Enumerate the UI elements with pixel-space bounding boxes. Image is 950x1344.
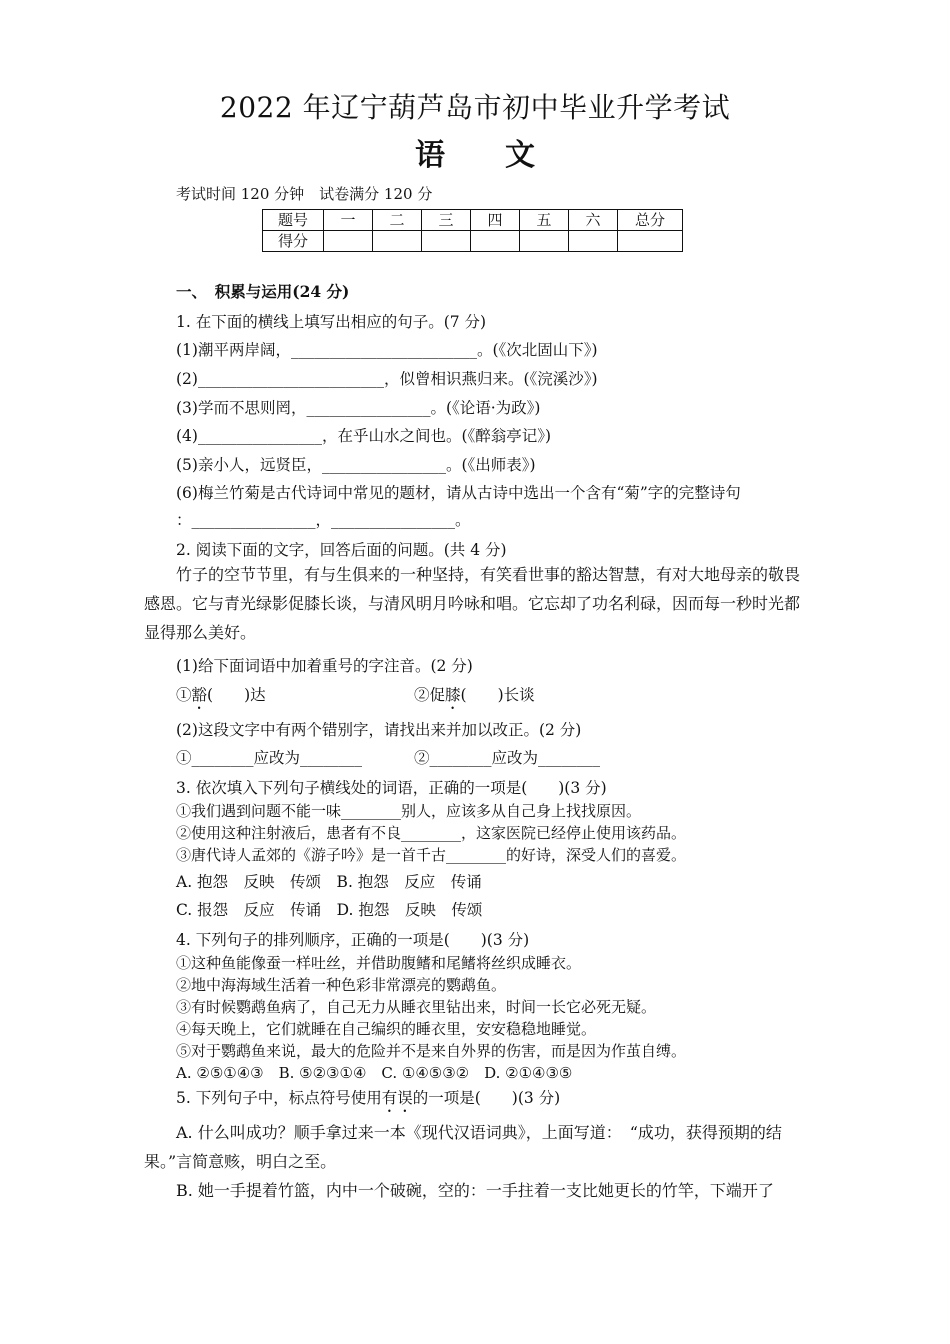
question-3-item: ②使用这种注射液后，患者有不良________，这家医院已经停止使用该药品。: [176, 824, 687, 842]
stem-part: 的一项是( )(3 分): [412, 1089, 561, 1107]
question-5-option-a: [144, 1118, 812, 1176]
score-cell: [471, 231, 520, 252]
score-cell: [520, 231, 569, 252]
question-5-option-b: [144, 1176, 812, 1205]
subject-title: 语 文: [415, 138, 535, 173]
section-heading: 一、 积累与运用(24 分): [176, 282, 350, 301]
question-4-options: A. ②⑤①④③ B. ⑤②③①④ C. ①④⑤③② D. ②①④③⑤: [176, 1064, 573, 1082]
score-table-header: 总分: [618, 210, 683, 231]
score-table-header: 五: [520, 210, 569, 231]
item-marker: ②促: [414, 686, 446, 704]
question-2-sub2: (2)这段文字中有两个错别字，请找出来并加以改正。(2 分): [176, 721, 582, 739]
score-cell: [324, 231, 373, 252]
score-table-header: 一: [324, 210, 373, 231]
question-1-line: (4)________________，在乎山水之间也。(《醉翁亭记》): [176, 427, 552, 445]
option-text: A. 什么叫成功？顺手拿过来一本《现代汉语词典》，上面写道： “成功，获得预期的结果。”言简意赅，明白之至。: [144, 1123, 782, 1171]
emphasized-char: 豁: [191, 686, 208, 704]
question-1-line: (3)学而不思则罔，________________。(《论语·为政》): [176, 399, 541, 417]
score-row-label: 得分: [263, 231, 324, 252]
question-1-line: (6)梅兰竹菊是古代诗词中常见的题材，请从古诗中选出一个含有“菊”字的完整诗句: [176, 484, 741, 502]
question-3-option: A. 抱怨 反映 传颂 B. 抱怨 反应 传诵: [176, 873, 482, 891]
question-1-line: (5)亲小人，远贤臣，________________。(《出师表》): [176, 456, 536, 474]
item-rest: ( )长谈: [460, 686, 535, 704]
score-cell: [569, 231, 618, 252]
question-3-option: C. 报怨 反应 传诵 D. 抱怨 反映 传颂: [176, 901, 483, 919]
question-4-item: ④每天晚上，它们就睡在自己编织的睡衣里，安安稳稳地睡觉。: [176, 1020, 597, 1038]
question-5-stem: [176, 1086, 560, 1116]
question-1-line: ：________________，________________。: [176, 511, 471, 529]
question-3-item: ①我们遇到问题不能一味________别人，应该多从自己身上找找原因。: [176, 802, 642, 820]
question-2-stem: 2. 阅读下面的文字，回答后面的问题。(共 4 分): [176, 541, 507, 559]
question-4-item: ⑤对于鹦鹉鱼来说，最大的危险并不是来自外界的伤害，而是因为作茧自缚。: [176, 1042, 687, 1060]
score-cell: [422, 231, 471, 252]
question-3-stem: 3. 依次填入下列句子横线处的词语，正确的一项是( )(3 分): [176, 779, 607, 797]
score-table-header-row: [263, 210, 683, 231]
emphasized-word: 有误: [381, 1089, 413, 1107]
question-1-line: (1)潮平两岸阔，________________________。(《次北固山下》): [176, 341, 598, 359]
question-3-item: ③唐代诗人孟郊的《游子吟》是一首千古________的好诗，深受人们的喜爱。: [176, 846, 687, 864]
question-2-sub1: (1)给下面词语中加着重号的字注音。(2 分): [176, 657, 473, 675]
item-marker: ①: [176, 686, 192, 704]
exam-title: 2022 年辽宁葫芦岛市初中毕业升学考试: [219, 91, 731, 124]
question-4-item: ③有时候鹦鹉鱼病了，自己无力从睡衣里钻出来，时间一长它必死无疑。: [176, 998, 657, 1016]
score-table-header: 四: [471, 210, 520, 231]
item-rest: ( )达: [207, 686, 266, 704]
question-2-sub1-item-b: [414, 683, 535, 713]
question-2-sub2-item-a: ①________应改为________: [176, 749, 363, 767]
question-4-stem: 4. 下列句子的排列顺序，正确的一项是( )(3 分): [176, 931, 530, 949]
question-1-stem: 1. 在下面的横线上填写出相应的句子。(7 分): [176, 313, 487, 331]
question-2-sub2-item-b: ②________应改为________: [414, 749, 601, 767]
score-table-header: 三: [422, 210, 471, 231]
question-2-passage: [144, 560, 812, 647]
score-table-header: 二: [373, 210, 422, 231]
question-4-item: ①这种鱼能像蚕一样吐丝，并借助腹鳍和尾鳍将丝织成睡衣。: [176, 954, 582, 972]
score-table-header: 六: [569, 210, 618, 231]
question-4-item: ②地中海海域生活着一种色彩非常漂亮的鹦鹉鱼。: [176, 976, 507, 994]
score-cell: [618, 231, 683, 252]
score-cell: [373, 231, 422, 252]
stem-part: 5. 下列句子中，标点符号使用: [176, 1089, 382, 1107]
exam-info: 考试时间 120 分钟 试卷满分 120 分: [176, 185, 433, 203]
emphasized-char: 膝: [445, 686, 461, 704]
option-text: B. 她一手提着竹篮，内中一个破碗，空的：一手拄着一支比她更长的竹竿，下端开了: [176, 1181, 774, 1200]
passage-text: 竹子的空节节里，有与生俱来的一种坚持，有笑看世事的豁达智慧，有对大地母亲的敬畏感恩。它与青光绿影促膝长谈，与清风明月吟咏和唱。它忘却了功名利碌，因而每一秒时光都显得那么美好。: [144, 565, 801, 642]
score-table-score-row: [263, 231, 683, 252]
score-table-header: 题号: [263, 210, 324, 231]
question-2-sub1-item-a: [176, 683, 266, 713]
question-1-line: (2)________________________，似曾相识燕归来。(《浣溪沙》): [176, 370, 598, 388]
score-table: [262, 209, 683, 252]
